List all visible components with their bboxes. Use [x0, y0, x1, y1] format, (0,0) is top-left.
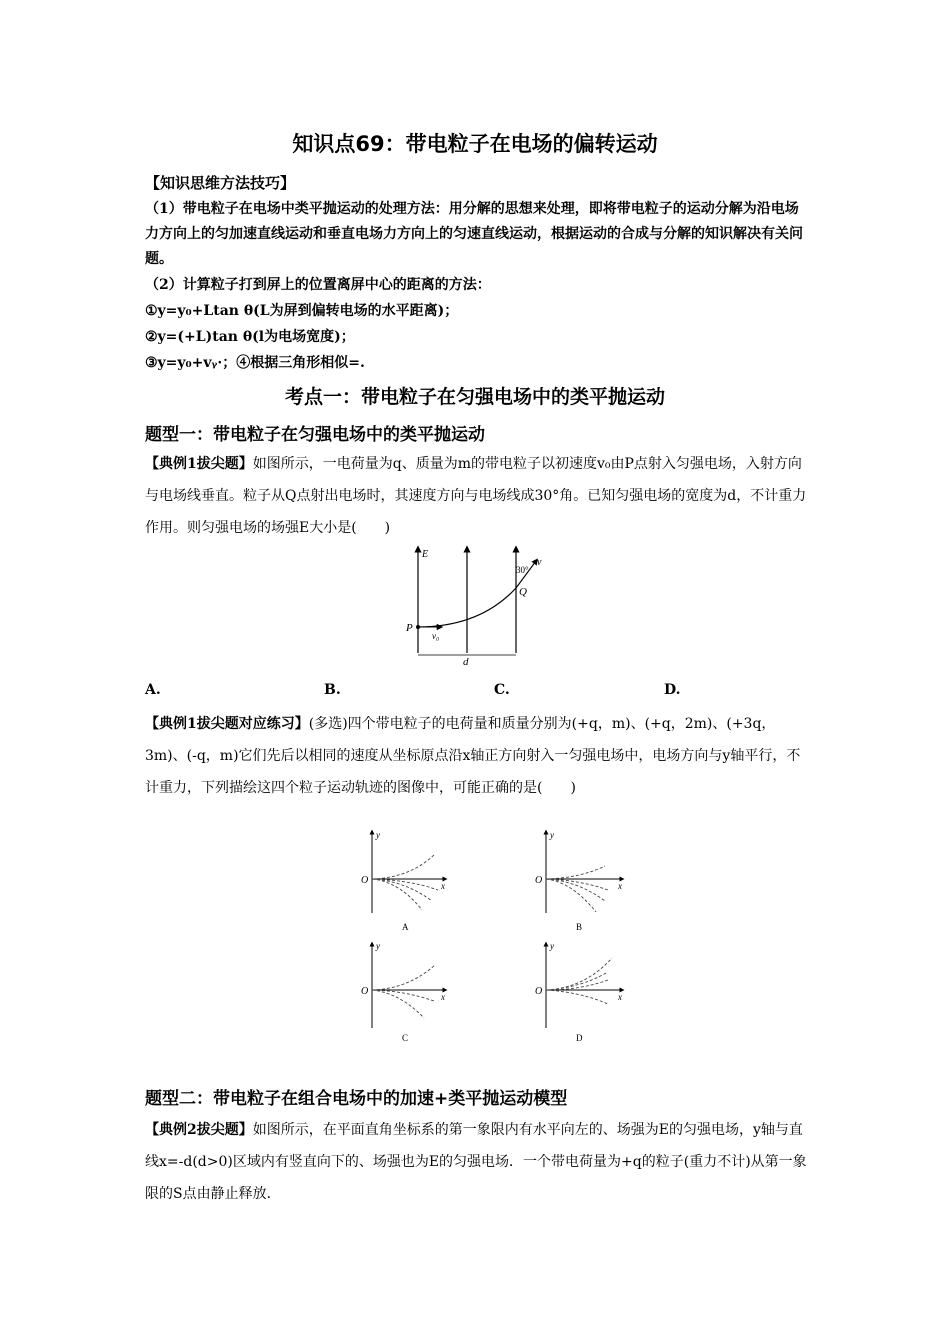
- graph-b[interactable]: [535, 830, 622, 932]
- section-heading: 考点一：带电粒子在匀强电场中的类平抛运动: [284, 386, 665, 408]
- trajectory-graphs: [340, 828, 640, 1050]
- graph-d-caption: D: [576, 1033, 583, 1043]
- graph-c-origin: O: [361, 986, 369, 997]
- example-2-label: 【典例2拔尖题】: [145, 1122, 253, 1138]
- graph-d-y-label: y: [550, 941, 554, 951]
- example-1-text: 如图所示，一电荷量为q、质量为m的带电粒子以初速度v₀由P点射入匀强电场，入射方向与电场线垂直。粒子从Q点射出电场时，其速度方向与电场线成30°角。已知匀强电场的宽度为d，不计重力作用。则匀强电场的场强E大小是( ): [145, 456, 807, 536]
- label-p: P: [406, 622, 413, 634]
- example-1-label: 【典例1拔尖题】: [145, 456, 253, 472]
- graph-a-caption: A: [402, 922, 409, 932]
- graph-b-caption: B: [576, 922, 583, 932]
- graph-b-origin: O: [535, 875, 543, 886]
- graph-a-origin: O: [361, 875, 369, 886]
- graph-c-caption: C: [402, 1033, 409, 1043]
- label-angle: 30°: [516, 565, 529, 575]
- graph-c[interactable]: [361, 941, 445, 1043]
- graph-d-origin: O: [535, 986, 543, 997]
- example-2-text: 如图所示，在平面直角坐标系的第一象限内有水平向左的、场强为E的匀强电场，y轴与直线x=-d(d>0)区域内有竖直向下的、场强也为E的匀强电场．一个带电荷量为+q的粒子(重力不计)从第一象限的S点由静止释放．: [145, 1122, 807, 1202]
- method-paragraph-2: （2）计算粒子打到屏上的位置离屏中心的距离的方法：: [145, 277, 491, 293]
- graph-b-y-label: y: [550, 830, 554, 840]
- graph-d[interactable]: [535, 941, 622, 1043]
- graph-a[interactable]: [361, 830, 445, 932]
- practice-1-text: (多选)四个带电粒子的电荷量和质量分别为(+q，m)、(+q，2m)、(+3q，3m)、(-q，m)它们先后以相同的速度从坐标原点沿x轴正方向射入一匀强电场中，电场方向与y轴平行，不计重力，下列描绘这四个粒子运动轨迹的图像中，可能正确的是( ): [145, 716, 801, 796]
- question-type-1-heading: 题型一：带电粒子在匀强电场中的类平抛运动: [145, 425, 485, 445]
- graph-c-x-label: x: [441, 992, 445, 1002]
- page-title: 知识点69：带电粒子在电场的偏转运动: [292, 132, 658, 156]
- example-2: [145, 1114, 810, 1210]
- question-type-2-heading: 题型二：带电粒子在组合电场中的加速+类平抛运动模型: [145, 1089, 568, 1109]
- electric-field-figure: [400, 543, 550, 668]
- label-q: Q: [519, 586, 527, 598]
- label-d: d: [463, 656, 469, 668]
- option-c[interactable]: C.: [494, 682, 510, 698]
- graph-a-x-label: x: [441, 881, 445, 891]
- label-v: v: [537, 557, 542, 568]
- option-b[interactable]: B.: [324, 682, 341, 698]
- graph-a-y-label: y: [376, 830, 380, 840]
- graph-b-x-label: x: [618, 881, 622, 891]
- formula-2: ②y=(+L)tan θ(l为电场宽度)；: [145, 329, 355, 345]
- label-e: E: [422, 549, 429, 560]
- formula-3: ③y=y₀+vᵧ·；④根据三角形相似=.: [145, 355, 365, 371]
- graph-d-x-label: x: [618, 992, 622, 1002]
- option-a[interactable]: A.: [145, 682, 161, 698]
- example-1: [145, 448, 810, 544]
- practice-1-label: 【典例1拔尖题对应练习】: [145, 716, 309, 732]
- label-v0: v₀: [432, 631, 440, 641]
- graph-c-y-label: y: [376, 941, 380, 951]
- option-d[interactable]: D.: [664, 682, 681, 698]
- method-paragraph-1: （1）带电粒子在电场中类平抛运动的处理方法：用分解的思想来处理，即将带电粒子的运动分解为沿电场力方向上的匀加速直线运动和垂直电场力方向上的匀速直线运动，根据运动的合成与分解的知识解决有关问题。: [145, 201, 803, 267]
- formula-1: ①y=y₀+Ltan θ(L为屏到偏转电场的水平距离)；: [145, 303, 459, 319]
- point-p-dot: [416, 625, 420, 629]
- practice-1: [145, 708, 810, 804]
- method-heading: 【知识思维方法技巧】: [145, 174, 296, 192]
